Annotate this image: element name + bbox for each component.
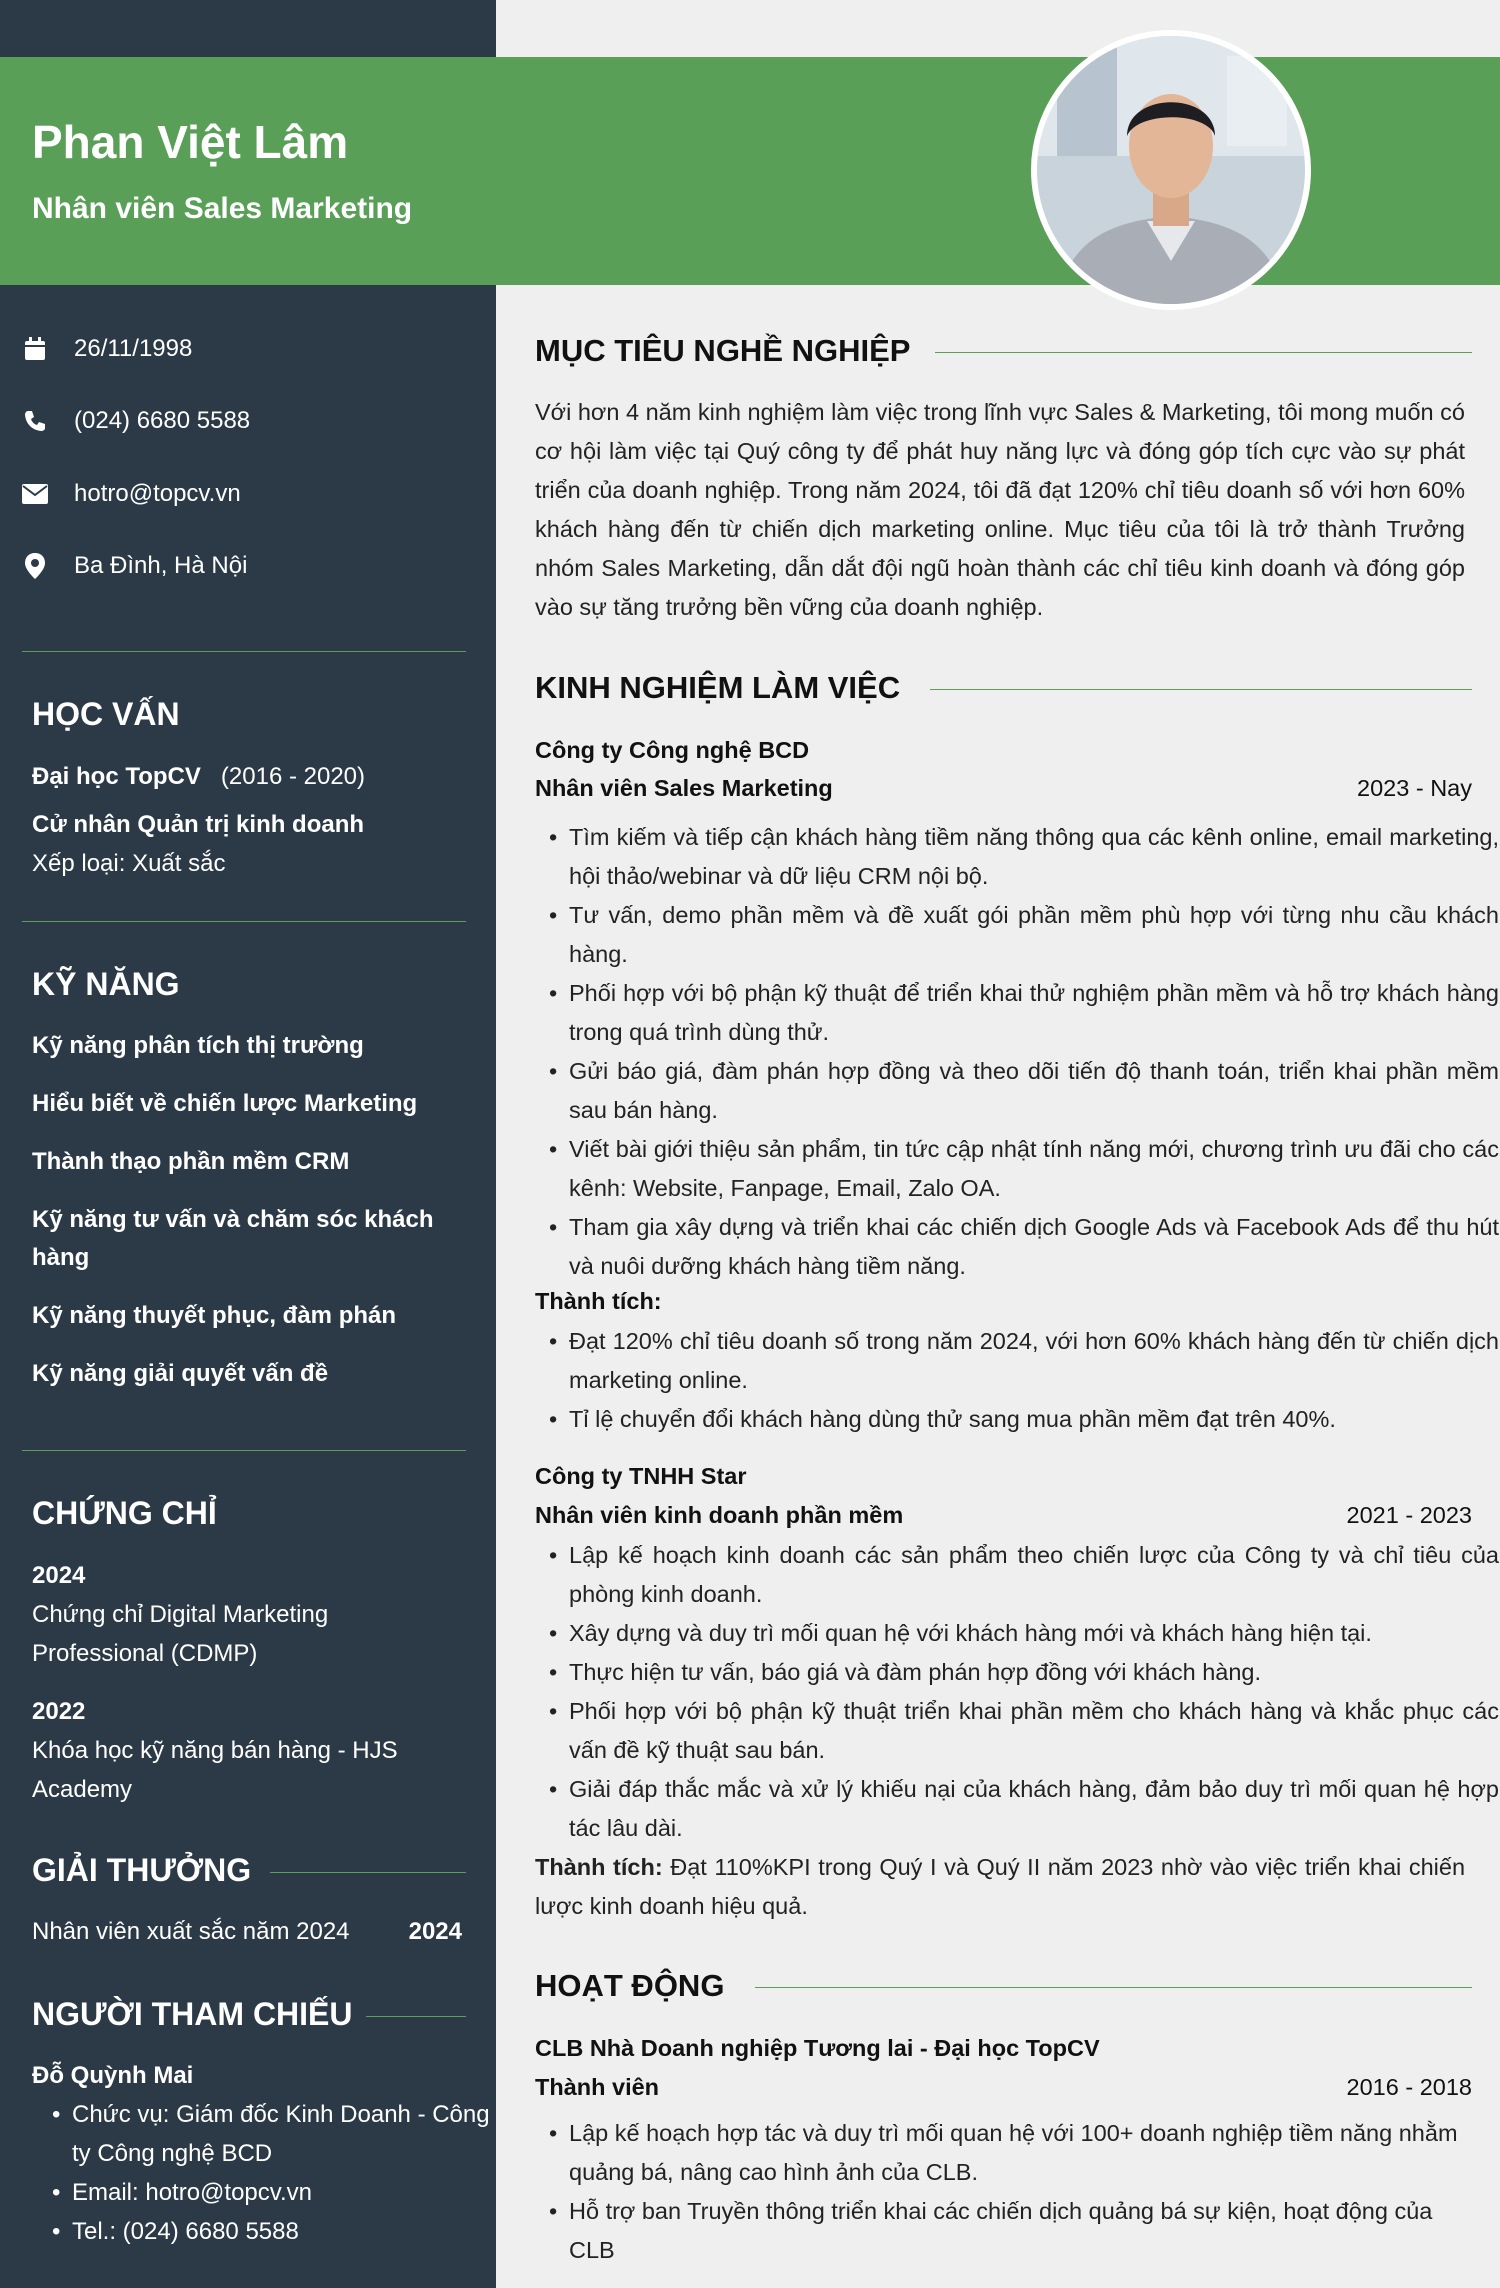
activity-org: CLB Nhà Doanh nghiệp Tương lai - Đại học TopCV — [535, 2035, 1100, 2061]
list-item: • Xây dựng và duy trì mối quan hệ với khách hàng mới và khách hàng hiện tại. — [569, 1614, 1499, 1653]
list-item: • Thực hiện tư vấn, báo giá và đàm phán hợp đồng với khách hàng. — [569, 1653, 1499, 1692]
activity-items — [535, 2114, 1469, 2270]
list-item: • Tham gia xây dựng và triển khai các chiến dịch Google Ads và Facebook Ads để thu hút và nuôi dưỡng khách hàng tiềm năng. — [569, 1208, 1499, 1286]
list-item: • Đạt 120% chỉ tiêu doanh số trong năm 2024, với hơn 60% khách hàng đến từ chiến dịch marketing online. — [569, 1322, 1499, 1400]
job-position: Nhân viên kinh doanh phần mềm — [535, 1502, 904, 1528]
list-item: • Viết bài giới thiệu sản phẩm, tin tức cập nhật tính năng mới, chương trình ưu đãi cho các kênh: Website, Fanpage, Email, Zalo OA. — [569, 1130, 1499, 1208]
education-degree: Cử nhân Quản trị kinh doanh — [32, 811, 365, 838]
contact-address: Ba Đình, Hà Nội — [22, 552, 247, 580]
skill-item: Thành thạo phần mềm CRM — [32, 1148, 350, 1175]
award-name: Nhân viên xuất sắc năm 2024 — [32, 1918, 350, 1945]
list-item: • Lập kế hoạch hợp tác và duy trì mối quan hệ với 100+ doanh nghiệp tiềm năng nhằm quảng bá, nâng cao hình ảnh của CLB. — [569, 2114, 1469, 2192]
job-achievement: Thành tích: Đạt 110%KPI trong Quý I và Quý II năm 2023 nhờ vào việc triển khai chiến lược kinh doanh hiệu quả. — [535, 1854, 1466, 1919]
objective-heading: MỤC TIÊU NGHỀ NGHIỆP — [535, 333, 911, 368]
job-duties — [535, 1536, 1499, 1848]
education-grade: Xếp loại: Xuất sắc — [32, 850, 226, 877]
education-school-line — [32, 757, 365, 796]
skill-item: Kỹ năng thuyết phục, đàm phán — [32, 1302, 397, 1329]
job-achievements — [535, 1322, 1499, 1439]
job-position-row — [535, 1502, 1472, 1529]
phone-icon — [22, 408, 48, 434]
contact-phone: (024) 6680 5588 — [22, 407, 250, 435]
heading-rule — [270, 1872, 466, 1873]
list-item: • Tư vấn, demo phần mềm và đề xuất gói phần mềm phù hợp với từng nhu cầu khách hàng. — [569, 896, 1499, 974]
job-company: Công ty TNHH Star — [535, 1463, 747, 1489]
list-item: • Giải đáp thắc mắc và xử lý khiếu nại của khách hàng, đảm bảo duy trì mối quan hệ hợp tác lâu dài. — [569, 1770, 1499, 1848]
profile-photo — [1031, 30, 1311, 310]
experience-heading: KINH NGHIỆM LÀM VIỆC — [535, 670, 901, 705]
heading-rule — [930, 689, 1472, 690]
awards-heading: GIẢI THƯỞNG — [32, 1852, 252, 1888]
skill-item: Kỹ năng phân tích thị trường — [32, 1032, 364, 1059]
reference-name: Đỗ Quỳnh Mai — [32, 2062, 194, 2089]
job-position-row — [535, 775, 1472, 802]
job-period: 2021 - 2023 — [1346, 1502, 1472, 1528]
contact-birthday: 26/11/1998 — [22, 335, 192, 363]
heading-rule — [366, 2016, 466, 2017]
certificate-year: 2024 — [32, 1562, 86, 1589]
candidate-title: Nhân viên Sales Marketing — [32, 192, 413, 225]
sidebar-divider — [22, 1450, 466, 1451]
activity-role: Thành viên — [535, 2074, 660, 2100]
skills-heading: KỸ NĂNG — [32, 966, 180, 1002]
list-item: • Lập kế hoạch kinh doanh các sản phẩm theo chiến lược của Công ty và chỉ tiêu của phòng kinh doanh. — [569, 1536, 1499, 1614]
references-heading: NGƯỜI THAM CHIẾU — [32, 1996, 353, 2032]
list-item: • Phối hợp với bộ phận kỹ thuật triển khai phần mềm cho khách hàng và khắc phục các vấn đề kỹ thuật sau bán. — [569, 1692, 1499, 1770]
education-school: Đại học TopCV — [32, 763, 201, 790]
job-period: 2023 - Nay — [1357, 775, 1472, 801]
activities-heading: HOẠT ĐỘNG — [535, 1968, 725, 2003]
candidate-name: Phan Việt Lâm — [32, 116, 349, 168]
contact-email: hotro@topcv.vn — [22, 480, 241, 508]
heading-rule — [755, 1987, 1472, 1988]
list-item: • Hỗ trợ ban Truyền thông triển khai các chiến dịch quảng bá sự kiện, hoạt động của CLB — [569, 2192, 1469, 2270]
location-pin-icon — [22, 553, 48, 579]
list-item: • Phối hợp với bộ phận kỹ thuật để triển khai thử nghiệm phần mềm và hỗ trợ khách hàng trong quá trình dùng thử. — [569, 974, 1499, 1052]
reference-item: • Tel.: (024) 6680 5588 — [72, 2212, 492, 2251]
reference-item: • Chức vụ: Giám đốc Kinh Doanh - Công ty Công nghệ BCD — [72, 2095, 492, 2173]
skill-item: Kỹ năng giải quyết vấn đề — [32, 1360, 329, 1387]
reference-item: • Email: hotro@topcv.vn — [72, 2173, 492, 2212]
achievement-label: Thành tích: — [535, 1288, 662, 1314]
job-position: Nhân viên Sales Marketing — [535, 775, 833, 801]
sidebar-divider — [22, 921, 466, 922]
heading-rule — [935, 352, 1472, 353]
job-company: Công ty Công nghệ BCD — [535, 737, 810, 763]
job-duties — [535, 818, 1499, 1286]
education-period: (2016 - 2020) — [220, 763, 365, 790]
list-item: • Gửi báo giá, đàm phán hợp đồng và theo dõi tiến độ thanh toán, triển khai phần mềm sau bán hàng. — [569, 1052, 1499, 1130]
certificates-heading: CHỨNG CHỈ — [32, 1495, 217, 1531]
skill-item: Kỹ năng tư vấn và chăm sóc khách hàng — [32, 1206, 434, 1271]
sidebar-divider — [22, 651, 466, 652]
certificate-name: Khóa học kỹ năng bán hàng - HJS Academy — [32, 1737, 398, 1803]
calendar-icon — [22, 336, 48, 362]
award-row — [32, 1912, 462, 1951]
activity-period: 2016 - 2018 — [1346, 2074, 1472, 2100]
education-heading: HỌC VẤN — [32, 696, 180, 732]
activity-role-row — [535, 2074, 1472, 2101]
reference-details — [44, 2095, 492, 2251]
objective-text: Với hơn 4 năm kinh nghiệm làm việc trong lĩnh vực Sales & Marketing, tôi mong muốn có cơ hội làm việc tại Quý công ty để phát huy năng lực và đóng góp tích cực vào sự phát triển của doanh nghiệp. Trong năm 2024, tôi đã đạt 120% chỉ tiêu doanh số với hơn 60% khách hàng đến từ chiến dịch marketing online. Mục tiêu của tôi là trở thành Trưởng nhóm Sales Marketing, dẫn dắt đội ngũ hoàn thành các chỉ tiêu kinh doanh và đóng góp vào sự tăng trưởng bền vững của doanh nghiệp. — [535, 399, 1465, 620]
skill-item: Hiểu biết về chiến lược Marketing — [32, 1090, 418, 1117]
certificate-year: 2022 — [32, 1698, 86, 1725]
envelope-icon — [22, 481, 48, 507]
list-item: • Tỉ lệ chuyển đổi khách hàng dùng thử sang mua phần mềm đạt trên 40%. — [569, 1400, 1499, 1439]
list-item: • Tìm kiếm và tiếp cận khách hàng tiềm năng thông qua các kênh online, email marketing, hội thảo/webinar và dữ liệu CRM nội bộ. — [569, 818, 1499, 896]
certificate-name: Chứng chỉ Digital Marketing Professional (CDMP) — [32, 1601, 329, 1667]
award-year: 2024 — [408, 1918, 462, 1945]
